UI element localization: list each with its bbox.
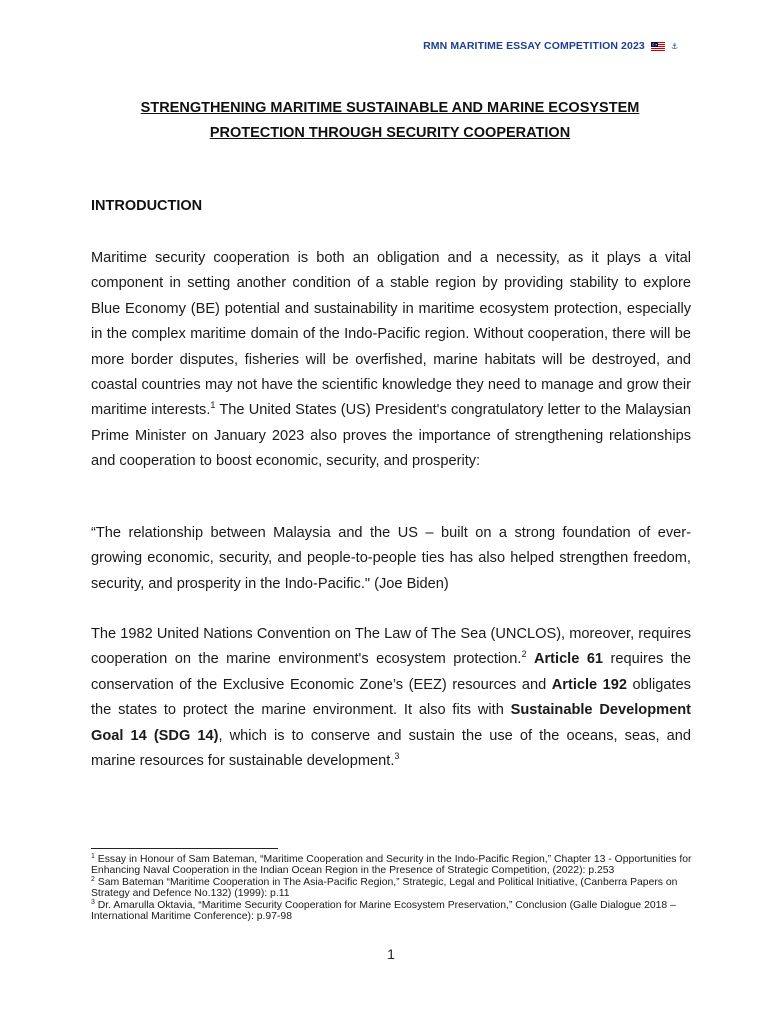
footnote-ref-3[interactable]: 3: [394, 751, 400, 762]
essay-title-line-2: PROTECTION THROUGH SECURITY COOPERATION: [209, 125, 571, 141]
footnote-1: [91, 854, 695, 877]
unclos-text-d: , which is to conserve and sustain the use of the oceans, seas, and marine resources for sustainable development.: [91, 727, 691, 770]
introduction-heading: INTRODUCTION: [91, 198, 203, 214]
article-192-label: Article 192: [551, 676, 628, 693]
essay-title: [90, 96, 690, 146]
unclos-text-b: requires the conservation of the Exclusive Economic Zone’s (EEZ) resources and: [91, 651, 691, 693]
footnote-separator: [91, 848, 278, 849]
header-title: RMN MARITIME ESSAY COMPETITION 2023: [423, 40, 645, 52]
unclos-text-a: The 1982 United Nations Convention on The Law of The Sea (UNCLOS), moreover, requires cooperation on the marine environment's ecosystem protection.: [91, 626, 691, 668]
biden-quote: “The relationship between Malaysia and the US – built on a strong foundation of ever-growing economic, security, and people-to-people ties has also helped strengthen freedom, security, and prosperity in the Indo-Pacific." (Joe Biden): [91, 525, 691, 592]
intro-text-a: Maritime security cooperation is both an obligation and a necessity, as it plays a vital component in setting another condition of a stable region by providing stability to explore Blue Economy (BE) potential and sustainability in maritime ecosystem protection, especially in the complex maritime domain of the Indo-Pacific region. Without cooperation, there will be more border disputes, fisheries will be overfished, marine habitats will be destroyed, and coastal countries may not have the scientific knowledge they need to manage and grow their maritime interests.: [91, 250, 691, 419]
page-header: [423, 40, 678, 52]
footnote-text: Dr. Amarulla Oktavia, “Maritime Security Cooperation for Marine Ecosystem Preservation,” Conclusion (Galle Dialogue 2018 – International Maritime Conference): p.97-98: [91, 899, 676, 923]
sdg14-label: Sustainable Development Goal 14 (SDG 14): [91, 702, 691, 744]
article-61-label: Article 61: [533, 651, 604, 668]
page-number: 1: [387, 946, 395, 962]
footnote-text: Essay in Honour of Sam Bateman, “Maritime Cooperation and Security in the Indo-Pacific Region,” Chapter 13 - Opportunities for Enhancing Naval Cooperation in the Indian Ocean Region in the Presence of Strategic Competition, (2022): p.253: [91, 854, 692, 877]
footnote-2: [91, 877, 695, 900]
unclos-paragraph: [91, 622, 691, 774]
footnote-ref-2[interactable]: 2: [521, 649, 527, 660]
footnote-number: 1: [91, 853, 95, 860]
intro-paragraph: [91, 246, 691, 475]
footnote-text: Sam Bateman “Maritime Cooperation in The Asia-Pacific Region,” Strategic, Legal and Political Initiative, (Canberra Papers on Strategy and Defence No.132) (1999): p.11: [91, 876, 678, 900]
navy-anchor-icon: ⚓: [670, 41, 678, 51]
essay-title-line-1: STRENGTHENING MARITIME SUSTAINABLE AND MARINE ECOSYSTEM: [140, 100, 640, 116]
footnotes: [91, 854, 695, 922]
footnote-ref-1[interactable]: 1: [210, 400, 216, 411]
unclos-text-c: obligates the states to protect the marine environment. It also fits with: [91, 676, 691, 719]
intro-text-b: The United States (US) President's congratulatory letter to the Malaysian Prime Minister on January 2023 also proves the importance of strengthening relationships and cooperation to boost economic, security, and prosperity:: [91, 402, 691, 470]
malaysia-flag-icon: [651, 42, 665, 51]
footnote-number: 3: [91, 898, 95, 906]
footnote-3: [91, 900, 695, 923]
footnote-number: 2: [91, 875, 95, 883]
